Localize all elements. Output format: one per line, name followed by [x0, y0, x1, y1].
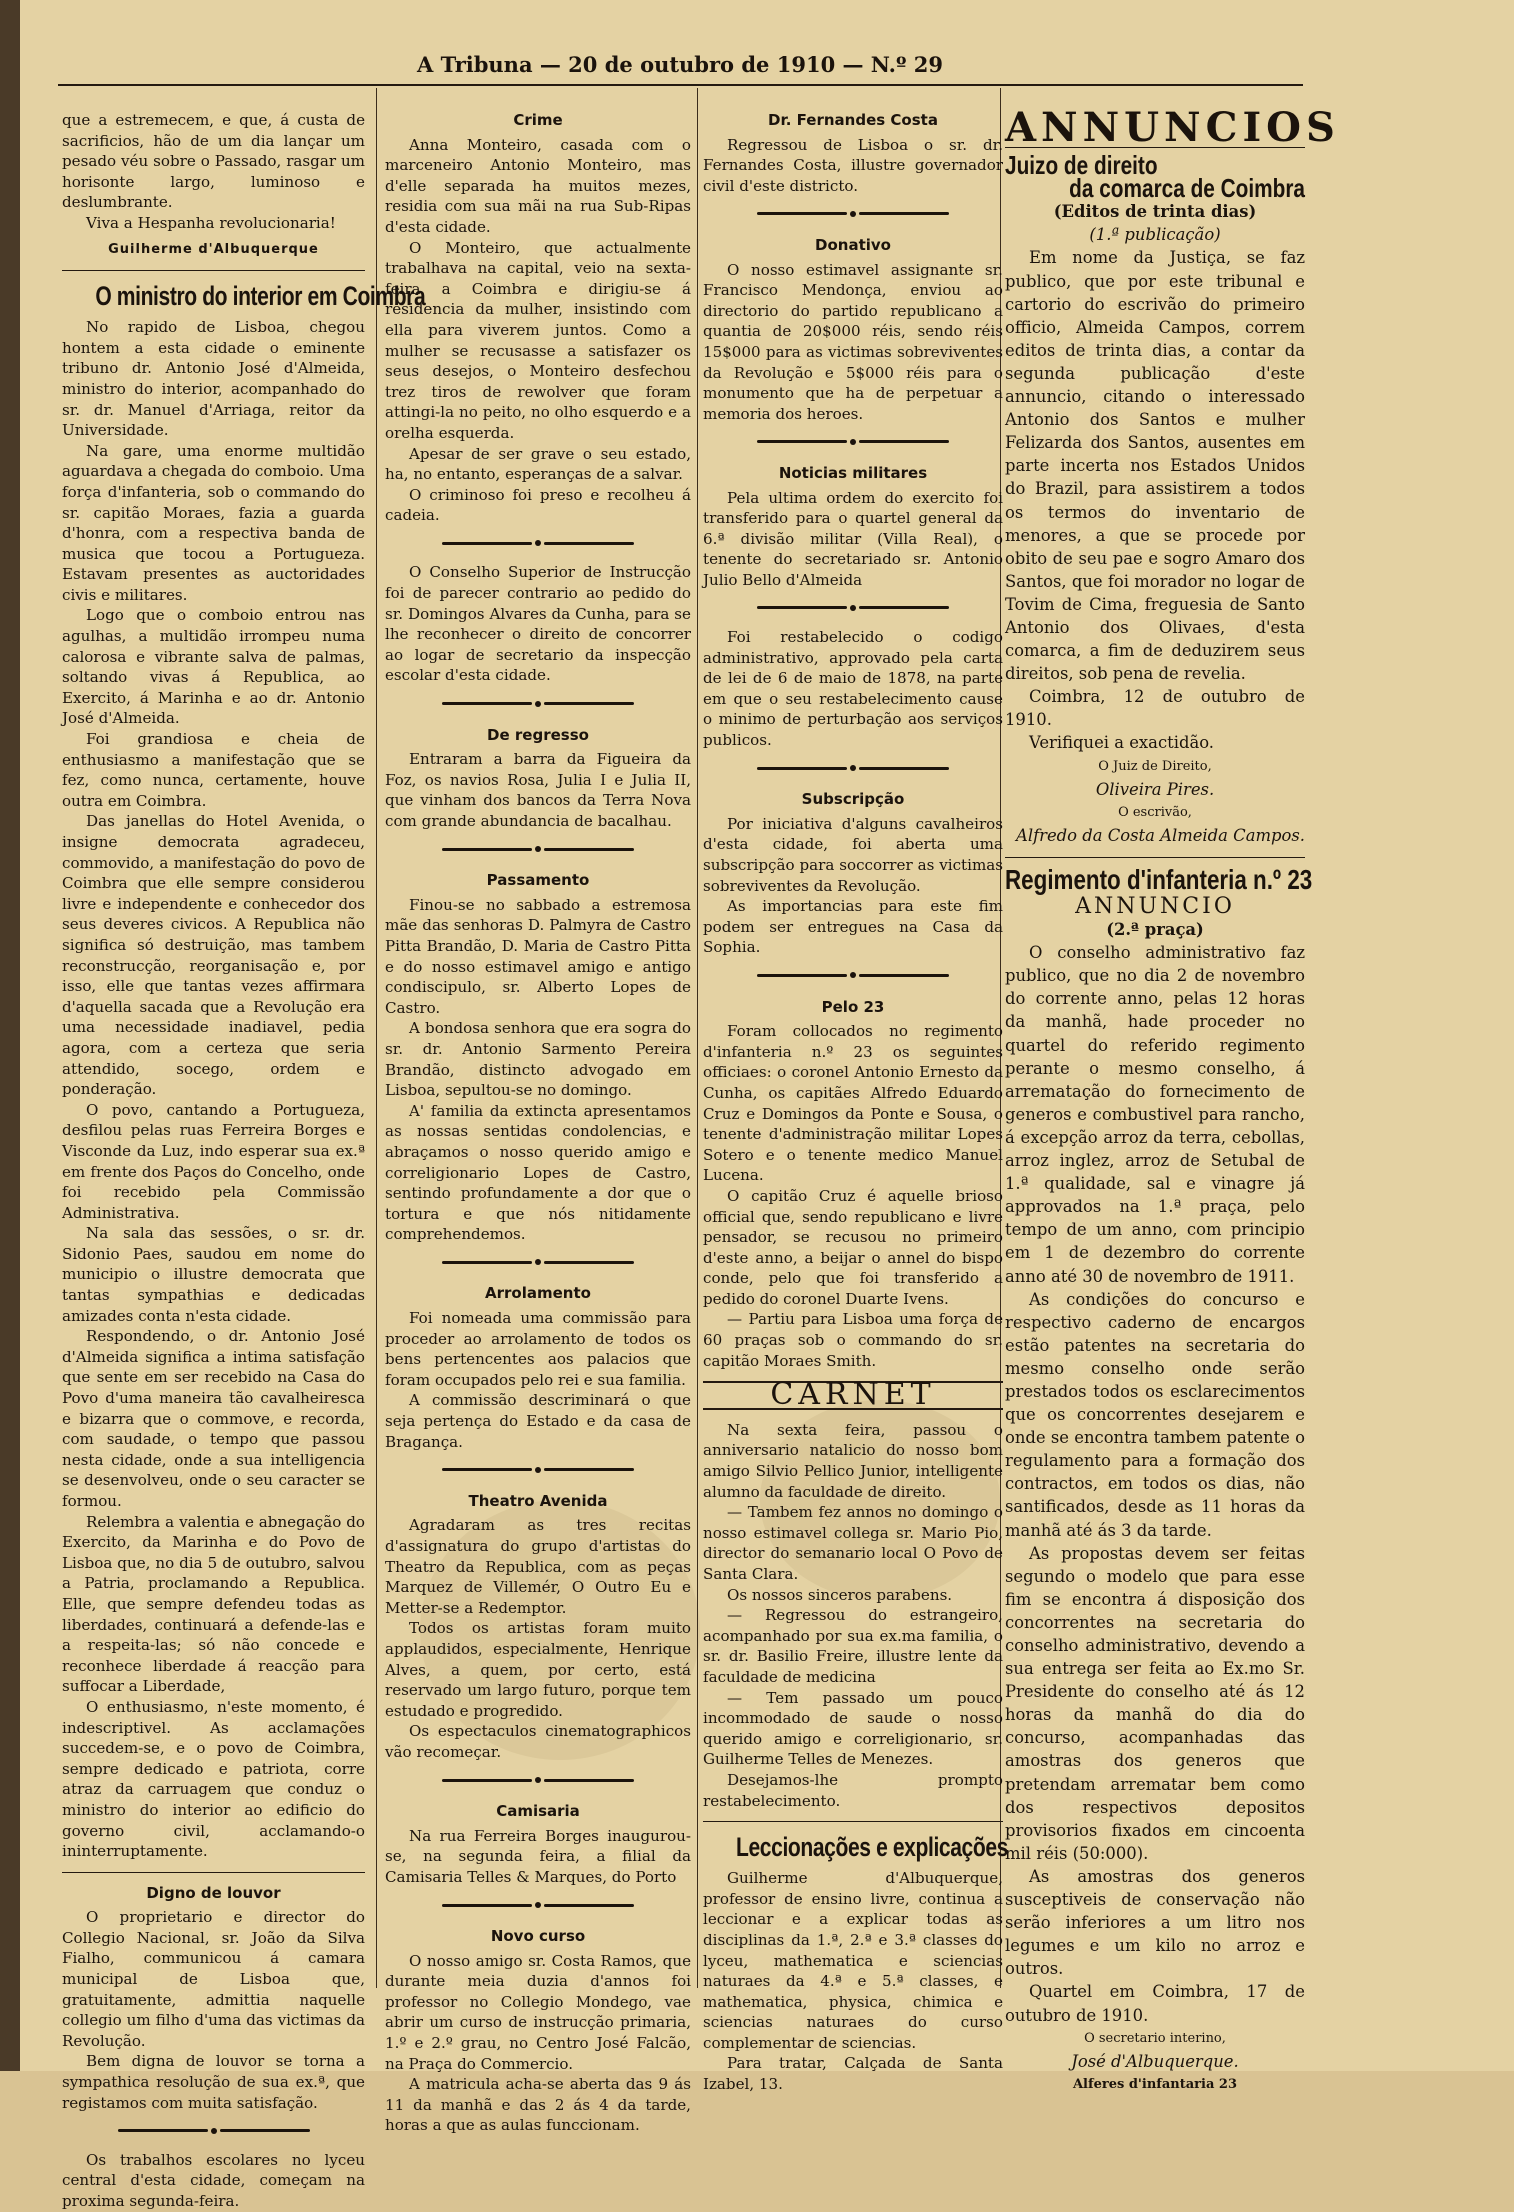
juizo-title-1: Juizo de direito: [1005, 150, 1158, 181]
divider: [62, 1872, 365, 1873]
paragraph: Regressou de Lisboa o sr. dr. Fernandes Costa, illustre governador civil d'este districto.: [703, 135, 1003, 195]
paragraph: O povo, cantando a Portugueza, desfilou pelas ruas Ferreira Borges e Visconde da Luz, indo esperar sua ex.ª em frente dos Paços do Concelho, onde foi recebido pela Commissão Administrativa.: [62, 1100, 365, 1222]
ornament-divider: [385, 1771, 691, 1792]
section-heading: Passamento: [486, 871, 590, 890]
section-heading: Arrolamento: [485, 1284, 591, 1303]
paragraph: Viva a Hespanha revolucionaria!: [86, 213, 336, 232]
praca: (2.ª praça): [1106, 920, 1204, 940]
paragraph: que a estremecem, e que, á custa de sacrificios, hão de um dia lançar um pesado véu sobre o Passado, rasgar um horisonte largo, luminoso e deslumbrante.: [62, 111, 365, 212]
section-heading: Theatro Avenida: [468, 1491, 608, 1510]
article-title: Leccionações e explicações: [736, 1832, 1009, 1863]
divider: [703, 1821, 1003, 1822]
escrivao-name: Alfredo da Costa Almeida Campos.: [1016, 825, 1305, 845]
ornament-divider: [385, 694, 691, 715]
column-divider: [376, 88, 377, 1988]
paragraph: O conselho administrativo faz publico, que no dia 2 de novembro do corrente anno, pelas 12 horas da manhã, hade proceder no quartel do referido regimento perante o mesmo conselho, á arrematação do fornecimento de generos e combustivel para rancho, á excepção arroz da terra, cebollas, arroz inglez, arroz de Setubal de 1.ª qualidade, sal e vinagre já approvados na 1.ª praça, pelo tempo de um anno, com principio em 1 de dezembro do corrente anno até 30 de novembro de 1911.: [1005, 943, 1305, 1286]
paragraph: — Partiu para Lisboa uma força de 60 praças sob o commando do sr. capitão Moraes Smith.: [703, 1310, 1003, 1370]
ornament-divider: [385, 534, 691, 555]
ornament-divider: [703, 598, 1003, 619]
paragraph: As propostas devem ser feitas segundo o modelo que para esse fim se encontra á disposição dos concorrentes na secretaria do conselho administrativo, devendo a sua entrega ser feita ao Ex.mo Sr. Presidente do conselho até ás 12 horas da manhã do dia do concurso, acompanhadas das amostras dos generos que pretendam arrematar bem como dos respectivos depositos provisorios fixados em cincoenta mil réis (50:000).: [1005, 1543, 1305, 1863]
paragraph: O enthusiasmo, n'este momento, é indescriptivel. As acclamações succedem-se, e o povo de Coimbra, sempre dedicado e patriota, corre atraz da carruagem que conduz o ministro do interior ao edificio do governo civil, acclamando-o ininterruptamente.: [62, 1697, 365, 1861]
article-title: O ministro do interior em Coimbra: [95, 281, 426, 312]
paragraph: — Regressou do estrangeiro, acompanhado por sua ex.ma familia, o sr. dr. Basilio Freire, illustre lente da faculdade de medicina: [703, 1606, 1003, 1686]
juizo-title-2: da comarca de Coimbra: [1069, 173, 1305, 204]
paragraph: O capitão Cruz é aquelle brioso official que, sendo republicano e livre pensador, se recusou no primeiro d'este anno, a beijar o annel do bispo conde, pelo que foi transferido a pedido do coronel Duarte Ivens.: [703, 1186, 1003, 1308]
paragraph: A' familia da extincta apresentamos as nossas sentidas condolencias, e abraçamos o nosso querido amigo e correligionario Lopes de Castro, sentindo profundamente a dor que o tortura e que nós nitidamente comprehendemos.: [385, 1101, 691, 1244]
paragraph: O nosso amigo sr. Costa Ramos, que durante meia duzia d'annos foi professor no Collegio Mondego, vae abrir um curso de instrucção primaria, 1.º e 2.º grau, no Centro José Falcão, na Praça do Commercio.: [385, 1951, 691, 2073]
divider: [1005, 857, 1305, 858]
ornament-divider: [703, 204, 1003, 225]
paragraph: Na gare, uma enorme multidão aguardava a chegada do comboio. Uma força d'infanteria, sob o commando do sr. capitão Moraes, fazia a guarda d'honra, com a respectiva banda de musica que tocou a Portugueza. Estavam presentes as auctoridades civis e militares.: [62, 441, 365, 604]
paragraph: Pela ultima ordem do exercito foi transferido para o quartel general da 6.ª divisão militar (Villa Real), o tenente do secretariado sr. Antonio Julio Bello d'Almeida: [703, 488, 1003, 589]
column-1: [62, 110, 426, 2210]
secretario-title: O secretario interino,: [1084, 2030, 1226, 2046]
section-heading: Crime: [513, 111, 563, 129]
divider: [62, 270, 365, 271]
paragraph: Os nossos sinceros parabens.: [727, 1585, 953, 1604]
column-4-annuncios: [1005, 104, 1340, 2092]
paragraph: Foi grandiosa e cheia de enthusiasmo a manifestação que se fez, como nunca, certamente, houve outra em Coimbra.: [62, 730, 365, 810]
paragraph: Desejamos-lhe prompto restabelecimento.: [703, 1770, 1003, 1810]
annuncio-title: ANNUNCIO: [1075, 894, 1235, 919]
paragraph: O proprietario e director do Collegio Nacional, sr. João da Silva Fialho, communicou á camara municipal de Lisboa que, gratuitamente, admittia naquelle collegio um filho d'uma das victimas da Revolução.: [62, 1908, 365, 2050]
paragraph: Agradaram as tres recitas d'assignatura do grupo d'artistas do Theatro da Republica, com as peças Marquez de Villemér, O Outro Eu e Metter-se a Redemptor.: [385, 1516, 691, 1617]
paragraph: A matricula acha-se aberta das 9 ás 11 da manhã e das 2 ás 4 da tarde, horas a que as aulas funccionam.: [385, 2075, 691, 2135]
paragraph: Foi nomeada uma commissão para proceder ao arrolamento de todos os bens pertencentes aos palacios que foram occupados pelo rei e sua familia.: [385, 1309, 691, 1389]
juiz-name: Oliveira Pires.: [1095, 779, 1215, 799]
paragraph: Entraram a barra da Figueira da Foz, os navios Rosa, Julia I e Julia II, que vinham dos bancos da Terra Nova com grande abundancia de bacalhau.: [385, 750, 691, 830]
ornament-divider: [385, 1896, 691, 1917]
ornament-divider: [385, 1460, 691, 1481]
ornament-divider: [703, 966, 1003, 987]
annuncios-title: ANNUNCIOS: [1005, 104, 1340, 151]
paragraph: Logo que o comboio entrou nas agulhas, a multidão irrompeu numa calorosa e vibrante salva de palmas, soltando vivas á Republica, ao Exercito, á Marinha e ao dr. Antonio José d'Almeida.: [62, 606, 365, 728]
paragraph: Para tratar, Calçada de Santa Izabel, 13.: [703, 2054, 1003, 2094]
paragraph: As condições do concurso e respectivo caderno de encargos estão patentes na secretaria do mesmo conselho onde serão prestados todos os esclarecimentos que os concorrentes desejarem e onde se encontra tambem patente o regulamento para a formação dos contractos, em todos os dias, não santificados, desde as 11 horas da manhã até ás 3 da tarde.: [1005, 1289, 1305, 1540]
page-edge: [0, 0, 20, 2071]
paragraph: Anna Monteiro, casada com o marceneiro Antonio Monteiro, mas d'elle separada ha muitos mezes, residia com sua mãi na rua Sub-Ripas d'esta cidade.: [385, 135, 691, 236]
paragraph: — Tambem fez annos no domingo o nosso estimavel collega sr. Mario Pio, director do semanario local O Povo de Santa Clara.: [703, 1503, 1003, 1583]
paragraph: Na sexta feira, passou o anniversario natalicio do nosso bom amigo Silvio Pellico Junior, intelligente alumno da faculdade de direito.: [703, 1420, 1003, 1501]
editos: (Editos de trinta dias): [1053, 202, 1257, 222]
paragraph: — Tem passado um pouco incommodado de saude o nosso querido amigo e correligionario, sr. Guilherme Telles de Menezes.: [703, 1688, 1003, 1769]
section-heading: Pelo 23: [821, 997, 885, 1016]
ornament-divider: [385, 1253, 691, 1274]
paragraph: Os espectaculos cinematographicos vão recomeçar.: [385, 1722, 691, 1761]
paragraph: O nosso estimavel assignante sr. Francisco Mendonça, enviou ao directorio do partido republicano a quantia de 20$000 réis, sendo réis 15$000 para as victimas sobreviventes da Revolução e 5$000 réis para o monumento que ha de perpetuar a memoria dos heroes.: [703, 260, 1003, 423]
signature: Guilherme d'Albuquerque: [108, 241, 319, 257]
section-heading: Camisaria: [496, 1802, 580, 1821]
column-divider: [697, 88, 698, 1988]
paragraph: O Conselho Superior de Instrucção foi de parecer contrario ao pedido do sr. Domingos Alvares da Cunha, para se lhe reconhecer o direito de concorrer ao logar de secretario da inspecção escolar d'esta cidade.: [385, 563, 691, 685]
section-heading: Subscripção: [801, 790, 905, 809]
ornament-divider: [62, 2121, 365, 2142]
paragraph: Na sala das sessões, o sr. dr. Sidonio Paes, saudou em nome do municipio o illustre democrata que tantas sympathias e dedicadas amizades conta n'esta cidade.: [62, 1224, 365, 1325]
paragraph: Respondendo, o dr. Antonio José d'Almeida significa a intima satisfação que sente em ser recebido na Casa do Povo d'uma maneira tão cavalheiresca e bizarra que o commove, e recorda, com saudade, o tempo que passou nesta cidade, onde a sua intelligencia se desenvolveu, onde o seu caracter se formou.: [62, 1327, 365, 1510]
paragraph: A bondosa senhora que era sogra do sr. dr. Antonio Sarmento Pereira Brandão, distincto advogado em Lisboa, sepultou-se no domingo.: [385, 1019, 691, 1100]
paragraph: Verifiquei a exactidão.: [1029, 733, 1215, 753]
section-heading: Novo curso: [490, 1927, 586, 1946]
paragraph: Foi restabelecido o codigo administrativo, approvado pela carta de lei de 6 de maio de 1878, na parte em que o seu restabelecimento cause o minimo de perturbação aos serviços publicos.: [703, 628, 1003, 750]
paragraph: Das janellas do Hotel Avenida, o insigne democrata agradeceu, commovido, a manifestação do povo de Coimbra que elle sempre considerou livre e independente e conhecedor dos seus deveres civicos. A Republica não significa só destruição, mas tambem reconstrucção, reorganisação e, por isso, elle que tantas vezes affirmara d'aquella sacada que a Revolução era uma necessidade inadiavel, pedia agora, com a certeza que seria attendido, socego, ordem e ponderação.: [62, 812, 365, 1099]
paragraph: As amostras dos generos susceptiveis de conservação não serão inferiores a um litro nos legumes e um kilo no arroz e outros.: [1005, 1866, 1305, 1979]
ornament-divider: [703, 432, 1003, 453]
paragraph: O Monteiro, que actualmente trabalhava na capital, veio na sexta-feira a Coimbra e dirigiu-se á residencia da mulher, insistindo com ella para viverem juntos. Como a mulher se recusasse a satisfazer os seus desejos, o Monteiro desfechou trez tiros de rewolver que foram attingi-la no peito, no olho esquerdo e a orelha esquerda.: [385, 238, 691, 442]
paragraph: Relembra a valentia e abnegação do Exercito, da Marinha e do Povo de Lisboa que, no dia 5 de outubro, salvou a Patria, proclamando a Republica. Elle, que sempre defendeu todas as liberdades, continuará a defende-las e a respeita-las; só não concede e reconhece liberdade á reacção para suffocar a Liberdade,: [62, 1512, 365, 1696]
section-heading: Dr. Fernandes Costa: [768, 111, 938, 129]
paragraph: Os trabalhos escolares no lyceu central d'esta cidade, começam na proxima segunda-feira.: [62, 2150, 365, 2210]
paragraph: Por iniciativa d'alguns cavalheiros d'esta cidade, foi aberta uma subscripção para soccorrer as victimas sobreviventes da Revolução.: [703, 814, 1003, 895]
paragraph: Todos os artistas foram muito applaudidos, especialmente, Henrique Alves, a quem, por certo, está reservado um largo futuro, porque tem estudado e progredido.: [385, 1619, 691, 1720]
paragraph: Foram collocados no regimento d'infanteria n.º 23 os seguintes officiaes: o coronel Antonio Ernesto da Cunha, os capitães Alfredo Eduardo Cruz e Domingos da Ponte e Sousa, o tenente d'administração militar Lopes Sotero e o tenente medico Manuel Lucena.: [703, 1022, 1003, 1185]
paragraph: No rapido de Lisboa, chegou hontem a esta cidade o eminente tribuno dr. Antonio José d'Almeida, ministro do interior, acompanhado do sr. dr. Manuel d'Arriaga, reitor da Universidade.: [62, 318, 365, 440]
section-heading: Noticias militares: [778, 463, 928, 482]
secretario-name: José d'Albuquerque.: [1071, 2051, 1239, 2071]
ornament-divider: [703, 759, 1003, 780]
date: Quartel em Coimbra, 17 de outubro de 1910.: [1005, 1982, 1305, 2025]
page-header: A Tribuna — 20 de outubro de 1910 — N.º 29: [416, 52, 943, 77]
publicacao: (1.ª publicação): [1089, 225, 1221, 245]
paragraph: As importancias para este fim podem ser entregues na Casa da Sophia.: [703, 897, 1003, 957]
paragraph: A commissão descriminará o que seja pertença do Estado e da casa de Bragança.: [385, 1391, 691, 1451]
column-2: [385, 110, 691, 2135]
alferes: Alferes d'infantaria 23: [1072, 2076, 1238, 2092]
paragraph: Na rua Ferreira Borges inaugurou-se, na segunda feira, a filial da Camisaria Telles & Marques, do Porto: [385, 1826, 691, 1886]
paragraph: Guilherme d'Albuquerque, professor de ensino livre, continua a leccionar e a explicar todas as disciplinas da 1.ª, 2.ª e 3.ª classes do lyceu, mathematica e sciencias naturaes da 4.ª e 5.ª classes, e mathematica, physica, chimica e sciencias naturaes do curso complementar de sciencias.: [703, 1869, 1003, 2052]
ornament-divider: [385, 840, 691, 861]
section-heading: De regresso: [487, 725, 589, 744]
paragraph: Finou-se no sabbado a estremosa mãe das senhoras D. Palmyra de Castro Pitta Brandão, D. Maria de Castro Pitta e do nosso estimavel amigo e antigo condiscipulo, sr. Alberto Lopes de Castro.: [385, 895, 691, 1017]
paragraph: Bem digna de louvor se torna a sympathica resolução de sua ex.ª, que registamos com muita satisfação.: [62, 2052, 365, 2112]
column-3: [703, 110, 1009, 2094]
date: Coimbra, 12 de outubro de 1910.: [1005, 687, 1305, 730]
paragraph: O criminoso foi preso e recolheu á cadeia.: [385, 485, 691, 525]
escrivao-title: O escrivão,: [1118, 804, 1192, 820]
juiz-title: O Juiz de Direito,: [1098, 758, 1212, 774]
paragraph: Apesar de ser grave o seu estado, ha, no entanto, esperanças de a salvar.: [385, 444, 691, 484]
carnet-title: CARNET: [703, 1381, 1003, 1410]
paragraph: Em nome da Justiça, se faz publico, que por este tribunal e cartorio do escrivão do primeiro officio, Almeida Campos, correm editos de trinta dias, a contar da segunda publicação d'este annuncio, citando o interessado Antonio dos Santos e mulher Felizarda dos Santos, ausentes em parte incerta nos Estados Unidos do Brazil, para assistirem a todos os termos do inventario de menores, a que se procede por obito de seu pae e sogro Amaro dos Santos, que foi morador no logar de Tovim de Cima, freguesia de Santo Antonio dos Olivaes, d'esta comarca, a fim de deduzirem seus direitos, sob pena de revelia.: [1005, 248, 1305, 684]
section-heading: Donativo: [815, 235, 891, 254]
section-heading: Digno de louvor: [146, 1883, 281, 1902]
header-rule: [58, 84, 1303, 86]
regimento-title: Regimento d'infanteria n.º 23: [1005, 863, 1313, 895]
